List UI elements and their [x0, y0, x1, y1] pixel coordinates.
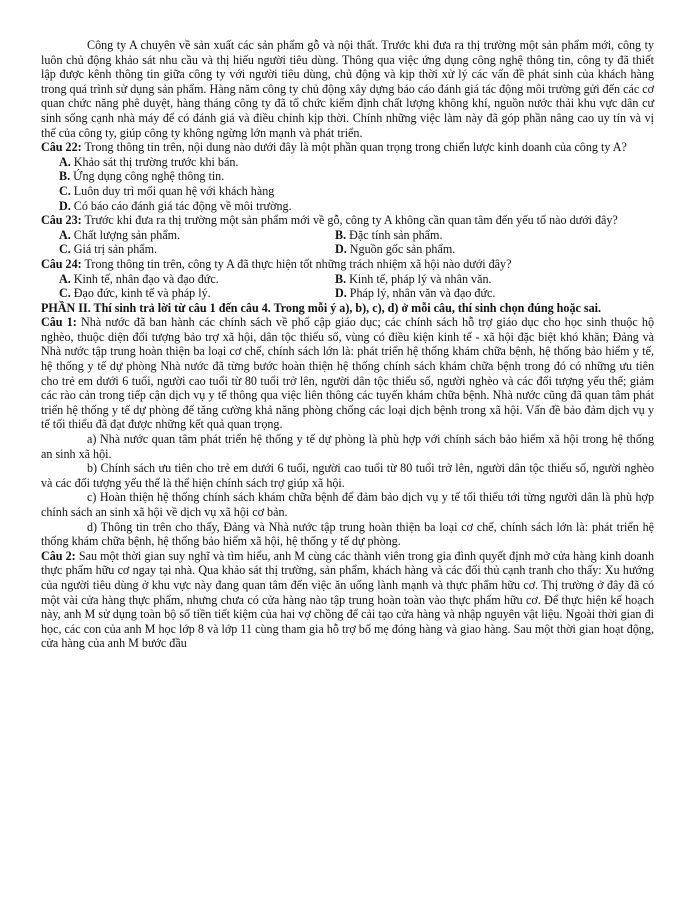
q22-option-c — [41, 184, 654, 199]
q22-option-b — [41, 169, 654, 184]
q23-option-d-key: D. — [335, 242, 347, 257]
q22-option-b-key: B. — [59, 169, 71, 184]
q24-option-d-text: Pháp lý, nhân văn và đạo đức. — [346, 286, 496, 301]
q23-option-a-text: Chất lượng sản phẩm. — [70, 227, 181, 242]
part2-heading-text: PHẦN II. Thí sinh trả lời từ câu 1 đến câu 4. Trong mỗi ý a), b), c), d) ở mỗi câu, thí sinh chọn đúng hoặc sai. — [41, 300, 602, 315]
q24-option-b-text: Kinh tế, pháp lý và nhân văn. — [346, 271, 492, 286]
q24-option-a — [41, 272, 335, 287]
q23-option-d-text: Nguồn gốc sản phẩm. — [346, 242, 456, 257]
q23-option-b — [335, 228, 654, 243]
q24-option-c — [41, 286, 335, 301]
q24-option-d — [335, 286, 654, 301]
q23-option-b-key: B. — [335, 227, 347, 242]
q24-option-b-key: B. — [335, 271, 347, 286]
question-22 — [41, 140, 654, 155]
q23-option-d — [335, 242, 654, 257]
q22-option-d — [41, 199, 654, 214]
intro-paragraph: Công ty A chuyên về sản xuất các sản phẩm gỗ và nội thất. Trước khi đưa ra thị trường một sản phẩm mới, công ty luôn chủ động khảo sát nhu cầu và thị hiếu người tiêu dùng. Thông qua việc ứng dụng công nghệ thông tin, công ty đã thiết lập được kênh thông tin giữa công ty với người tiêu dùng, chủ động và kịp thời xử lý các vấn đề phát sinh của khách hàng trong quá trình sử dụng sản phẩm. Hàng năm công ty chủ động xây dựng báo cáo đánh giá tác động môi trường gửi đến các cơ quan chức năng phê duyệt, hàng tháng công ty đã tổ chức kiểm định chất lượng không khí, nguồn nước thải khu vực dân cư sinh sống cạnh nhà máy để có đánh giá và điều chỉnh kịp thời. Chính những việc làm này đã góp phần nâng cao uy tín và vị thế của công ty, giúp công ty không ngừng lớn mạnh và phát triển. — [41, 38, 654, 140]
question-23-text: Trước khi đưa ra thị trường một sản phẩm mới về gỗ, công ty A không cần quan tâm đến yếu tố nào dưới đây? — [81, 213, 618, 228]
q23-options-row-1 — [41, 228, 654, 243]
part2-q1-statement-d: d) Thông tin trên cho thấy, Đảng và Nhà nước tập trung hoàn thiện ba loại cơ chế, chính sách lớn là: phát triển hệ thống khám chữa bệnh, hệ thống bảo hiểm xã hội, hệ thống y tế dự phòng. — [41, 519, 654, 549]
part2-q1-statement-c: c) Hoàn thiện hệ thống chính sách khám chữa bệnh để đảm bảo dịch vụ y tế tối thiểu tới từng người dân là phù hợp chính sách an sinh xã hội về dịch vụ xã hội cơ bản. — [41, 490, 654, 519]
part2-question-2-label: Câu 2: — [41, 548, 76, 563]
question-24 — [41, 257, 654, 272]
part2-question-2-text: Sau một thời gian suy nghĩ và tìm hiểu, anh M cùng các thành viên trong gia đình quyết định mở cửa hàng kinh doanh thực phẩm hữu cơ ngay tại nhà. Qua khảo sát thị trường, sản phẩm, khách hàng và các đối thủ cạnh tranh cho thấy: Xu hướng của người tiêu dùng ở khu vực này đang quan tâm đến việc ăn uống lành mạnh và thực phẩm hữu cơ. Thị trường ở đây đã có một vài cửa hàng thực phẩm, nhưng chưa có cửa hàng nào tập trung hoàn toàn vào thực phẩm hữu cơ. Để thực hiện kế hoạch này, anh M sử dụng toàn bộ số tiền tiết kiệm của hai vợ chồng để cải tạo cửa hàng và nhập nguyên vật liệu. Ngoài thời gian đi học, các con của anh M học lớp 8 và lớp 11 cùng tham gia hỗ trợ bố mẹ đóng hàng và giao hàng. Sau một thời gian hoạt động, cửa hàng của anh M bước đầu — [41, 548, 654, 651]
part2-heading — [41, 301, 654, 316]
question-22-label: Câu 22: — [41, 140, 82, 155]
question-24-label: Câu 24: — [41, 256, 82, 271]
part2-q1-statement-b: b) Chính sách ưu tiên cho trẻ em dưới 6 tuổi, người cao tuổi từ 80 tuổi trở lên, người dân tộc thiểu số, người nghèo và các đối tượng yếu thế là thể hiện chính sách trợ giúp xã hội. — [41, 461, 654, 490]
question-23-label: Câu 23: — [41, 213, 82, 228]
q24-option-c-key: C. — [59, 286, 71, 301]
q24-options-row-1 — [41, 272, 654, 287]
q24-option-b — [335, 272, 654, 287]
part2-question-1 — [41, 315, 654, 432]
question-23 — [41, 213, 654, 228]
q24-option-a-key: A. — [59, 271, 71, 286]
part2-question-1-label: Câu 1: — [41, 315, 77, 330]
q23-option-a-key: A. — [59, 227, 71, 242]
q24-option-c-text: Đạo đức, kinh tế và pháp lý. — [70, 286, 211, 301]
question-24-text: Trong thông tin trên, công ty A đã thực hiện tốt những trách nhiệm xã hội nào dưới đây? — [81, 256, 512, 271]
q22-option-d-text: Có báo cáo đánh giá tác động về môi trường. — [70, 198, 292, 213]
q24-option-d-key: D. — [335, 286, 347, 301]
q23-option-b-text: Đặc tính sản phẩm. — [346, 227, 443, 242]
part2-q1-statement-a: a) Nhà nước quan tâm phát triển hệ thống y tế dự phòng là phù hợp với chính sách bảo hiểm xã hội trong hệ thống an sinh xã hội. — [41, 432, 654, 461]
q23-option-c — [41, 242, 335, 257]
q24-options-row-2 — [41, 286, 654, 301]
q22-option-d-key: D. — [59, 198, 71, 213]
q23-option-c-key: C. — [59, 242, 71, 257]
q23-option-a — [41, 228, 335, 243]
part2-question-2 — [41, 549, 654, 651]
q23-option-c-text: Giá trị sản phẩm. — [70, 242, 158, 257]
q22-option-c-text: Luôn duy trì mối quan hệ với khách hàng — [70, 183, 275, 198]
q23-options-row-2 — [41, 242, 654, 257]
question-22-text: Trong thông tin trên, nội dung nào dưới đây là một phần quan trọng trong chiến lược kinh doanh của công ty A? — [81, 140, 627, 155]
q22-option-a-key: A. — [59, 154, 71, 169]
q22-option-c-key: C. — [59, 183, 71, 198]
q24-option-a-text: Kinh tế, nhân đạo và đạo đức. — [70, 271, 219, 286]
q22-option-a-text: Khảo sát thị trường trước khi bán. — [70, 154, 239, 169]
part2-question-1-text: Nhà nước đã ban hành các chính sách về phổ cập giáo dục; các chính sách hỗ trợ giáo dục cho học sinh thuộc hộ nghèo, thuộc diện đối tượng bảo trợ xã hội, dân tộc thiểu số, vùng có điều kiện kinh tế - xã hội đặc biệt khó khăn; Đảng và Nhà nước tập trung hoàn thiện ba loại cơ chế, chính sách lớn là: phát triển hệ thống khám chữa bệnh, hệ thống bảo hiểm y tế, hệ thống y tế dự phòng Nhà nước đã từng bước hoàn thiện hệ thống chính sách khám chữa bệnh trong đó có những ưu tiên cho trẻ em dưới 6 tuổi, người cao tuổi từ 80 tuổi trở lên, người dân tộc thiểu số, người nghèo và các đối tượng yếu thế; giảm các rào cản trong tiếp cận dịch vụ y tế thông qua việc liên thông các tuyến khám chữa bệnh. Nhà nước cũng đã quan tâm phát triển hệ thống y tế dự phòng để tăng cường khả năng phòng chống các loại dịch bệnh trong xã hội. Vấn đề bảo đảm dịch vụ y tế tối thiểu đã đạt được những kết quả quan trọng. — [41, 315, 654, 432]
q22-option-b-text: Ứng dụng công nghệ thông tin. — [70, 169, 225, 184]
q22-option-a — [41, 155, 654, 170]
